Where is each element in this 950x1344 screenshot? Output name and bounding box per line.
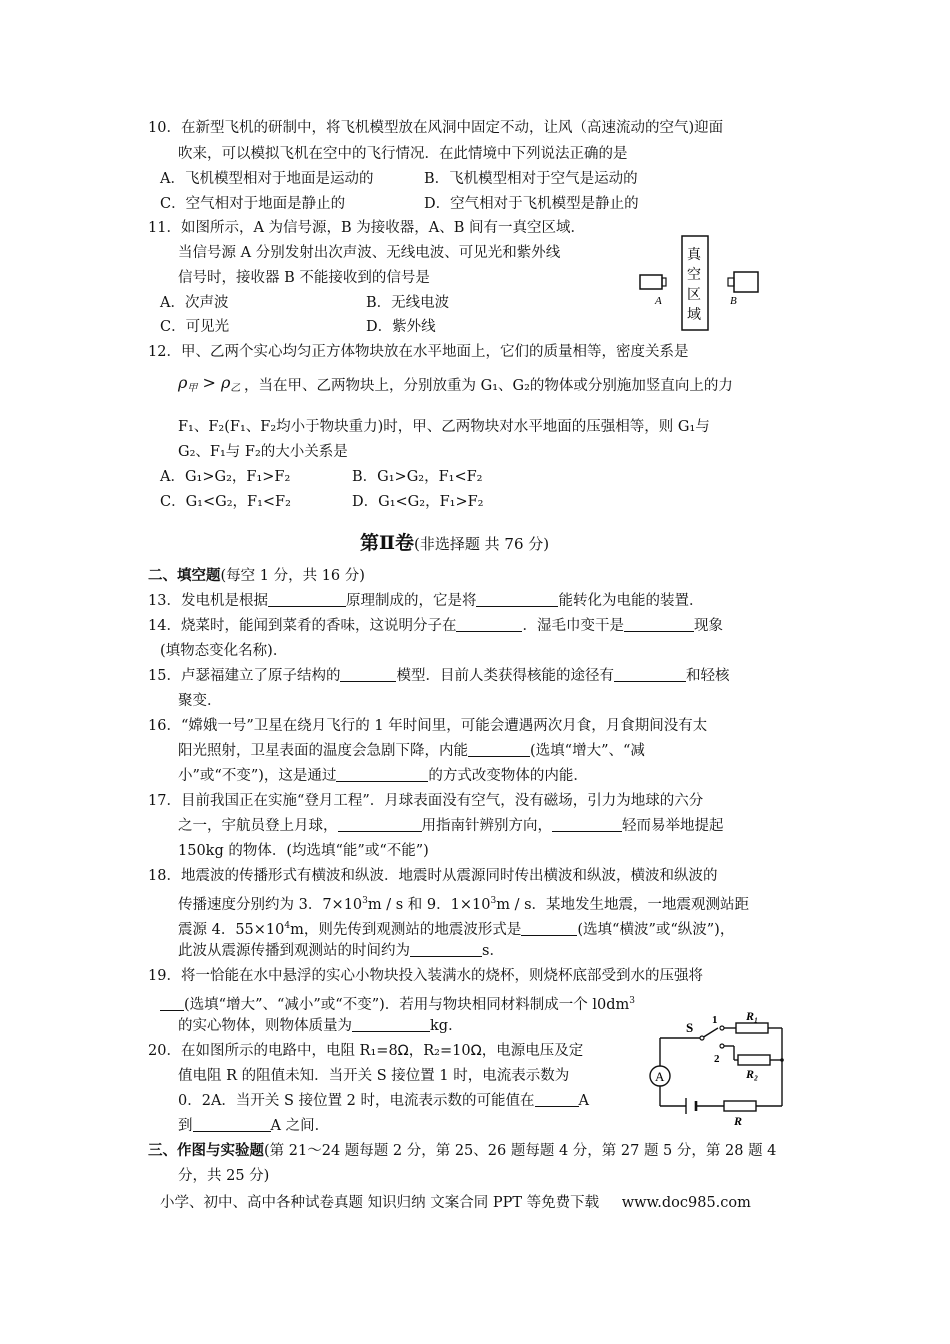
q14-text-1: 14．烧菜时，能闻到菜肴的香味，这说明分子在 xyxy=(148,618,457,634)
q16-text-2: (选填“增大”、“减 xyxy=(530,743,645,759)
q13-line xyxy=(148,591,703,611)
q18-text-2c: m / s．某地发生地震，一地震观测站距 xyxy=(496,897,750,913)
label-b: B xyxy=(730,295,737,307)
q10-stem-line2: 吹来，可以模拟飞机在空中的飞行情况．在此情境中下列说法正确的是 xyxy=(178,146,628,162)
q14-line2: (填物态变化名称)． xyxy=(160,643,288,659)
q16-line2 xyxy=(178,741,645,761)
q11-option-d: D．紫外线 xyxy=(366,319,436,335)
ammeter-label: A xyxy=(655,1069,665,1084)
q19-line3 xyxy=(178,1016,463,1036)
q17-text-2: 用指南针辨别方向， xyxy=(421,818,552,834)
q20-line2: 值电阻 R 的阻值未知．当开关 S 接位置 1 时，电流表示数为 xyxy=(178,1068,570,1084)
rho-yi: ρ xyxy=(221,373,231,392)
q12-density-relation xyxy=(178,373,240,399)
part2-title xyxy=(360,528,549,555)
footer-url[interactable]: www.doc985.com xyxy=(621,1195,751,1211)
resistor-r xyxy=(724,1101,756,1111)
q18-text-4b: s． xyxy=(482,943,504,959)
q20-line1 xyxy=(148,1041,583,1061)
vacuum-figure xyxy=(630,232,780,334)
q17-text-1: 之一，宇航员登上月球， xyxy=(178,818,338,834)
q19-line1: 19．将一恰能在水中悬浮的实心小物块投入装满水的烧杯，则烧杯底部受到水的压强将 xyxy=(148,968,703,984)
label-a: A xyxy=(655,295,662,307)
q19-text-3b: kg． xyxy=(430,1018,463,1034)
section2-head: 二、填空题 xyxy=(148,567,221,584)
node-right-top xyxy=(780,1058,784,1062)
q12-stem-line2: ，当在甲、乙两物块上，分别放重为 G₁、G₂的物体或分别施加竖直向上的力 xyxy=(244,378,733,394)
q18-line2 xyxy=(178,891,749,915)
q17-blank-1[interactable] xyxy=(338,816,422,832)
q19-blank-2[interactable] xyxy=(352,1016,430,1032)
q16-blank-1[interactable] xyxy=(468,741,530,757)
q20-line3 xyxy=(178,1091,589,1111)
q11-stem-line1: 11．如图所示，A 为信号源，B 为接收器，A、B 间有一真空区域． xyxy=(148,220,586,236)
q18-text-3b: m，则先传到观测站的地震波形式是 xyxy=(290,922,522,938)
q16-text-4: 的方式改变物体的内能． xyxy=(428,768,588,784)
q15-text-2: 模型．目前人类获得核能的途径有 xyxy=(396,668,614,684)
vacuum-char-3: 区 xyxy=(687,288,701,303)
q20-text-3a: 0．2A．当开关 S 接位置 2 时，电流表示数的可能值在 xyxy=(178,1093,535,1109)
q10-option-d: D．空气相对于飞机模型是静止的 xyxy=(424,196,639,212)
signal-source-a xyxy=(640,275,666,289)
q18-speed-2: m / s 和 9．1×10 xyxy=(367,897,491,913)
q18-text-3c: (选填“横波”或“纵波”)， xyxy=(577,922,735,938)
q12-option-b: B．G₁>G₂，F₁<F₂ xyxy=(352,469,483,485)
q19-text-3a: 的实心物体，则物体质量为 xyxy=(178,1018,352,1034)
q12-option-c: C．G₁<G₂，F₁<F₂ xyxy=(160,494,291,510)
r1-label: R₁ xyxy=(746,1010,759,1023)
contact-2 xyxy=(720,1044,724,1048)
q17-line3: 150kg 的物体．(均选填“能”或“不能”) xyxy=(178,843,429,859)
q12-stem-line3: F₁、F₂(F₁、F₂均小于物块重力)时，甲、乙两物块对水平地面的压强相等，则 G₁与 xyxy=(178,419,710,435)
q20-text-1a: 20．在如图所示的电路中，电阻 R₁=8 xyxy=(148,1043,398,1059)
q19-line2 xyxy=(160,991,635,1015)
q20-line4 xyxy=(178,1116,329,1136)
q18-text-4a: 此波从震源传播到观测站的时间约为 xyxy=(178,943,410,959)
q20-text-1b: ，R₂=10 xyxy=(408,1043,471,1059)
r2-label: R₂ xyxy=(746,1067,759,1081)
q20-text-4a: 到 xyxy=(178,1118,193,1134)
q12-option-a: A．G₁>G₂，F₁>F₂ xyxy=(160,469,291,485)
section3-line1 xyxy=(148,1141,776,1161)
q12-option-d: D．G₁<G₂，F₁>F₂ xyxy=(352,494,484,510)
vacuum-char-2: 空 xyxy=(687,268,701,283)
section3-line2: 分，共 25 分) xyxy=(178,1168,270,1184)
resistor-r1 xyxy=(736,1023,768,1033)
q18-distance: 震源 4．55×10 xyxy=(178,922,285,938)
q10-option-a: A．飞机模型相对于地面是运动的 xyxy=(160,171,374,187)
receiver-b xyxy=(728,272,758,292)
resistor-r2 xyxy=(738,1055,770,1065)
q18-exp-1: 3 xyxy=(362,896,368,906)
q16-line1: 16．“嫦娥一号”卫星在绕月飞行的 1 年时间里，可能会遭遇两次月食，月食期间没有太 xyxy=(148,718,708,734)
q14-blank-2[interactable] xyxy=(624,616,694,632)
q14-blank-1[interactable] xyxy=(456,616,522,632)
q15-line2: 聚变． xyxy=(178,693,222,709)
q11-option-b: B．无线电波 xyxy=(366,295,450,311)
q16-text-3: 小”或“不变”)，这是通过 xyxy=(178,768,337,784)
q13-blank-2[interactable] xyxy=(476,591,558,607)
q11-stem-line3: 信号时，接收器 B 不能接收到的信号是 xyxy=(178,270,430,286)
q11-option-a: A．次声波 xyxy=(160,295,229,311)
q10-option-c: C．空气相对于地面是静止的 xyxy=(160,196,346,212)
r-label: R xyxy=(734,1114,743,1128)
q16-text-1: 阳光照射，卫星表面的温度会急剧下降，内能 xyxy=(178,743,468,759)
section2-note: (每空 1 分，共 16 分) xyxy=(220,568,365,584)
q13-text-3: 能转化为电能的装置． xyxy=(558,593,704,609)
q16-blank-2[interactable] xyxy=(336,766,428,782)
q15-text-1: 15．卢瑟福建立了原子结构的 xyxy=(148,668,341,684)
q15-blank-2[interactable] xyxy=(614,666,686,682)
section3-head: 三、作图与实验题 xyxy=(148,1142,264,1159)
q13-blank-1[interactable] xyxy=(268,591,346,607)
q19-exp: 3 xyxy=(629,996,636,1006)
q18-speed-1: 传播速度分别约为 3．7×10 xyxy=(178,897,363,913)
footer-text: 小学、初中、高中各种试卷真题 知识归纳 文案合同 PPT 等免费下载 xyxy=(160,1195,600,1211)
footer xyxy=(160,1193,751,1213)
q16-line3 xyxy=(178,766,588,786)
q12-stem-line1: 12．甲、乙两个实心均匀正方体物块放在水平地面上，它们的质量相等，密度关系是 xyxy=(148,344,689,360)
part2-subtitle: (非选择题 共 76 分) xyxy=(414,535,550,553)
vacuum-char-4: 域 xyxy=(687,308,701,323)
q13-text-2: 原理制成的，它是将 xyxy=(345,593,477,609)
circuit-diagram xyxy=(646,1010,796,1130)
q19-text-2a: (选填“增大”、“减小”或“不变”)．若用与物块相同材料制成一个 l0dm xyxy=(184,997,630,1013)
q17-line1: 17．目前我国正在实施“登月工程”．月球表面没有空气，没有磁场，引力为地球的六分 xyxy=(148,793,704,809)
q15-blank-1[interactable] xyxy=(340,666,396,682)
switch-pivot xyxy=(700,1036,704,1040)
q17-line2 xyxy=(178,816,724,836)
contact-1-label: 1 xyxy=(712,1014,718,1026)
q15-text-3: 和轻核 xyxy=(685,668,730,684)
q10-option-b: B．飞机模型相对于空气是运动的 xyxy=(424,171,638,187)
vacuum-char-1: 真 xyxy=(687,248,701,263)
q18-blank-1[interactable] xyxy=(521,920,577,936)
q11-stem-line2: 当信号源 A 分别发射出次声波、无线电波、可见光和紫外线 xyxy=(178,245,561,261)
q19-blank-1[interactable] xyxy=(160,995,184,1011)
section3-note-1: (第 21～24 题每题 2 分，第 25、26 题每题 4 分，第 27 题 5 分，第 28 题 4 xyxy=(264,1143,777,1159)
q15-line1 xyxy=(148,666,729,686)
q17-blank-2[interactable] xyxy=(552,816,622,832)
q14-line1 xyxy=(148,616,723,636)
q18-blank-2[interactable] xyxy=(410,941,482,957)
q12-stem-line4: G₂、F₁与 F₂的大小关系是 xyxy=(178,444,348,460)
q20-text-1c: ，电源电压及定 xyxy=(481,1043,584,1059)
part2-title-main: 第Ⅱ卷 xyxy=(360,532,415,554)
q13-text-1: 13．发电机是根据 xyxy=(148,593,268,609)
q20-text-4b: A 之间． xyxy=(270,1118,330,1134)
greater-than: > xyxy=(202,373,216,392)
rho-yi-sub: 乙 xyxy=(230,383,241,394)
rho-jia: ρ xyxy=(178,373,188,392)
q20-omega-2: Ω xyxy=(470,1043,482,1059)
q14-text-3: 现象 xyxy=(693,618,723,634)
q20-text-3b: A xyxy=(578,1093,589,1109)
q17-text-3: 轻而易举地提起 xyxy=(622,818,724,834)
section2-header xyxy=(148,566,365,586)
q20-blank-2[interactable] xyxy=(193,1116,271,1132)
switch-label: S xyxy=(686,1020,694,1035)
q18-line4 xyxy=(178,941,504,961)
q11-option-c: C．可见光 xyxy=(160,319,230,335)
q10-stem-line1: 10．在新型飞机的研制中，将飞机模型放在风洞中固定不动，让风（高速流动的空气)迎面 xyxy=(148,120,724,136)
rho-jia-sub: 甲 xyxy=(187,383,198,394)
q18-exp-2: 3 xyxy=(490,896,497,906)
contact-2-label: 2 xyxy=(714,1053,720,1065)
q14-text-2: ．湿毛巾变干是 xyxy=(522,618,624,634)
q18-exp-3: 4 xyxy=(284,921,291,931)
contact-1 xyxy=(720,1026,724,1030)
q20-blank-1[interactable] xyxy=(535,1091,579,1107)
q18-line1: 18．地震波的传播形式有横波和纵波．地震时从震源同时传出横波和纵波，横波和纵波的 xyxy=(148,868,718,884)
q20-omega-1: Ω xyxy=(397,1043,409,1059)
q18-line3 xyxy=(178,916,734,940)
